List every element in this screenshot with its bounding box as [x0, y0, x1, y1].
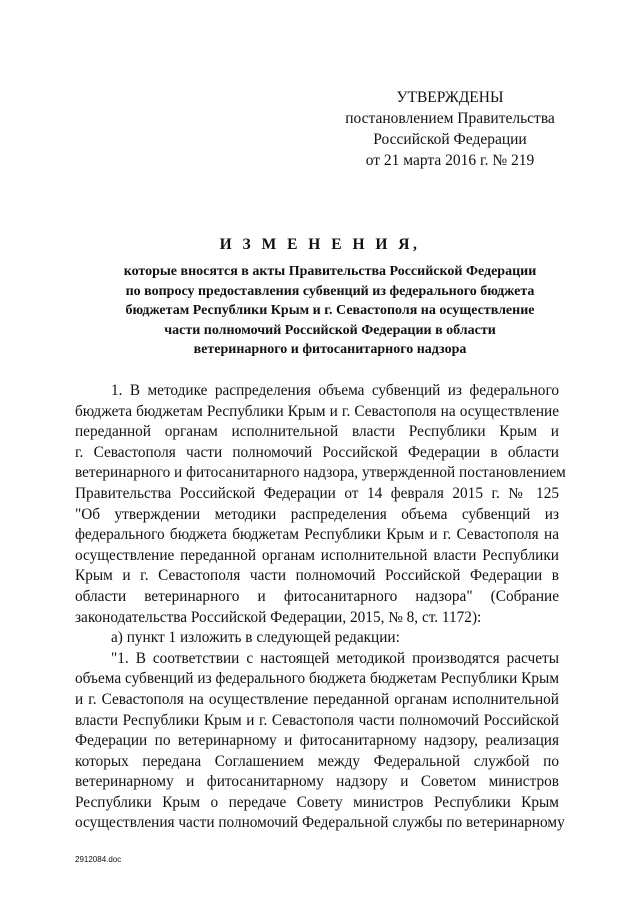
subtitle-line: которые вносятся в акты Правительства Российской Федерации — [123, 264, 537, 279]
body-line: осуществления части полномочий Федеральной службы по ветеринарному — [75, 814, 565, 832]
body-line: области ветеринарного и фитосанитарного надзора" (Собрание — [75, 587, 559, 605]
body-line: осуществление переданной органам исполнительной власти Республики — [75, 546, 559, 564]
body-line: ветеринарного и фитосанитарного надзора, утвержденной постановлением — [75, 464, 566, 482]
document-title: И З М Е Н Е Н И Я, — [219, 236, 421, 253]
subtitle-line: по вопросу предоставления субвенций из федерального бюджета — [125, 283, 535, 299]
body-line: федерального бюджета бюджетам Республики Крым и г. Севастополя на — [75, 526, 559, 544]
body-line: 1. В методике распределения объема субвенций из федерального — [111, 382, 559, 399]
body-line: власти Республики Крым и г. Севастополя части полномочий Российской — [75, 711, 559, 729]
body-line: объема субвенций из федерального бюджета бюджетам Республики Крым — [75, 670, 559, 688]
subtitle-line: бюджетам Республики Крым и г. Севастополя на осуществление — [125, 303, 535, 318]
approval-line-4: от 21 марта 2016 г. № 219 — [365, 152, 535, 169]
body-line: а) пункт 1 изложить в следующей редакции: — [111, 629, 400, 647]
body-line: и г. Севастополя на осуществление переданной органам исполнительной — [75, 690, 559, 708]
body-line: переданной органам исполнительной власти Республики Крым и — [75, 423, 559, 441]
document-body — [75, 381, 566, 834]
document-subtitle — [60, 262, 600, 360]
body-line: ветеринарному и фитосанитарному надзору и Советом министров — [75, 773, 559, 791]
body-line: Правительства Российской Федерации от 14 февраля 2015 г. № 125 — [75, 484, 559, 502]
body-line: г. Севастополя части полномочий Российской Федерации в области — [75, 443, 559, 461]
document-filename: 2912084.doc — [75, 855, 122, 864]
subtitle-line: части полномочий Российской Федерации в области — [164, 322, 496, 338]
body-line: Республики Крым о передаче Совету министров Республики Крым — [75, 793, 559, 811]
approval-stamp — [330, 87, 570, 171]
body-line: Крым и г. Севастополя части полномочий Российской Федерации в — [75, 567, 559, 585]
subtitle-line: ветеринарного и фитосанитарного надзора — [193, 342, 467, 357]
body-line: Федерации по ветеринарному и фитосанитарному надзору, реализация — [75, 732, 559, 750]
body-line: бюджета бюджетам Республики Крым и г. Севастополя на осуществление — [75, 402, 559, 420]
body-line: законодательства Российской Федерации, 2015, № 8, ст. 1172): — [75, 608, 482, 626]
approval-line-1: УТВЕРЖДЕНЫ — [396, 89, 504, 106]
approval-line-2: постановлением Правительства — [345, 110, 555, 127]
body-line: которых передана Соглашением между Федеральной службой по — [75, 752, 559, 770]
body-line: "Об утверждении методики распределения объема субвенций из — [75, 505, 559, 523]
approval-line-3: Российской Федерации — [373, 131, 527, 148]
body-line: "1. В соответствии с настоящей методикой производятся расчеты — [111, 649, 559, 667]
